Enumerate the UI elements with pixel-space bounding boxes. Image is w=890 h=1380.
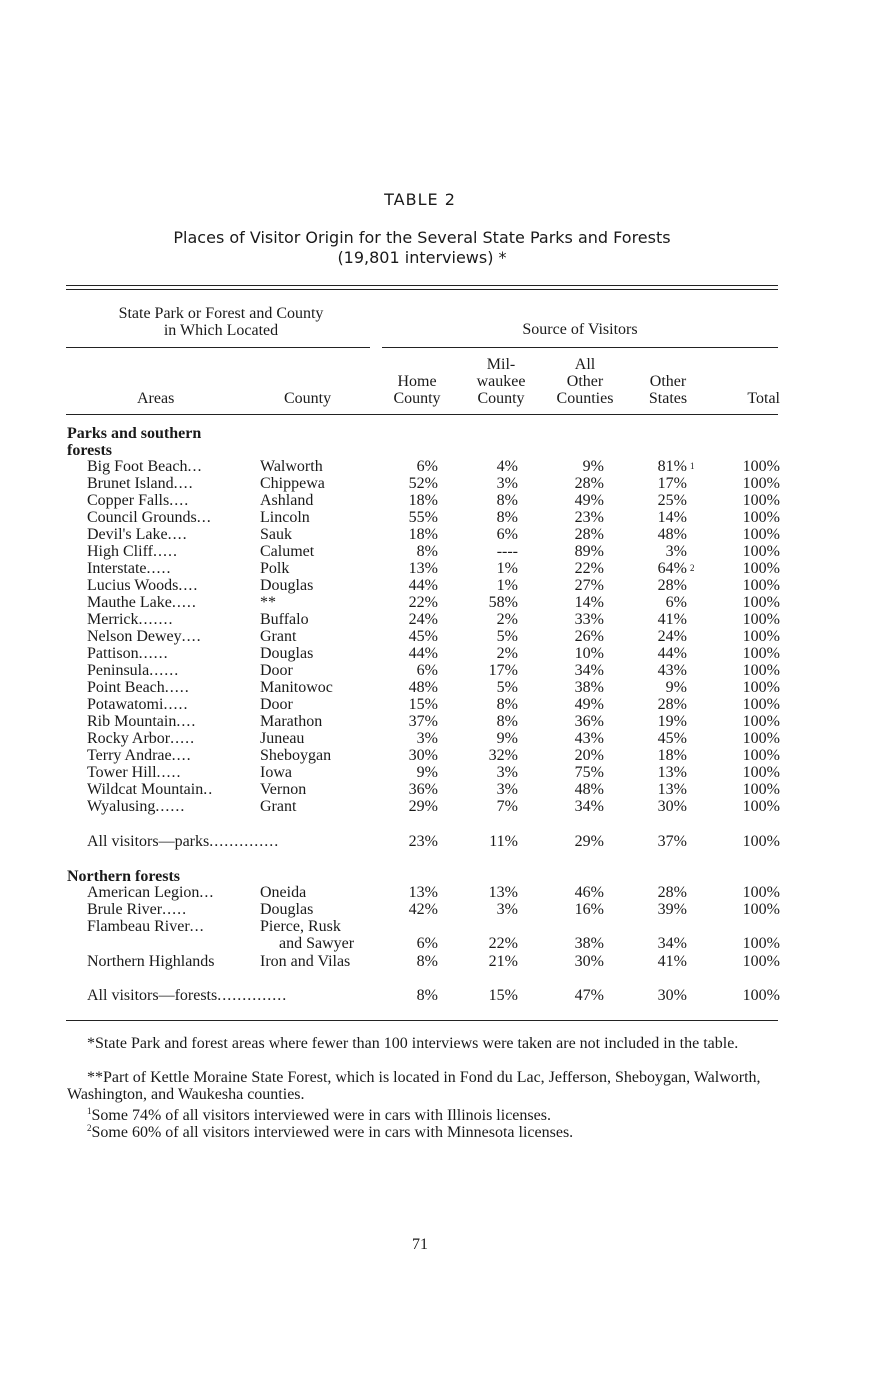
park-other-counties: 22%	[574, 560, 604, 577]
park-other-counties: 14%	[574, 594, 604, 611]
park-county: Manitowoc	[260, 679, 333, 696]
forests-total-other-counties: 47%	[574, 987, 604, 1004]
park-county: Marathon	[260, 713, 323, 730]
park-home-county: 48%	[408, 679, 438, 696]
park-area: Lucius Woods....	[87, 577, 199, 594]
park-total: 100%	[742, 764, 780, 781]
park-other-counties: 89%	[574, 543, 604, 560]
park-other-counties: 36%	[574, 713, 604, 730]
page-number: 71	[412, 1236, 428, 1253]
park-milwaukee-county: 9%	[496, 730, 518, 747]
park-total: 100%	[742, 662, 780, 679]
park-county: Chippewa	[260, 475, 325, 492]
park-total: 100%	[742, 645, 780, 662]
park-home-county: 37%	[408, 713, 438, 730]
park-county: Calumet	[260, 543, 315, 560]
forest-county: Oneida	[260, 884, 307, 901]
forest-county: Pierce, Rusk and Sawyer	[260, 918, 355, 952]
park-milwaukee-county: 2%	[496, 611, 518, 628]
park-area: Big Foot Beach...	[87, 458, 203, 475]
header-other-counties: All Other Counties	[556, 356, 614, 407]
header-rule-right	[382, 347, 778, 348]
forest-milwaukee-county: 21%	[488, 953, 518, 970]
park-county: Douglas	[260, 577, 314, 594]
park-milwaukee-county: 58%	[488, 594, 518, 611]
park-county: **	[260, 594, 276, 611]
forest-total: 100%	[742, 935, 780, 952]
forests-total-milwaukee: 15%	[488, 987, 518, 1004]
header-bottom-rule	[66, 414, 778, 415]
park-area: Wyalusing......	[87, 798, 186, 815]
park-county: Walworth	[260, 458, 323, 475]
park-home-county: 22%	[408, 594, 438, 611]
park-milwaukee-county: ----	[496, 543, 518, 560]
park-county: Buffalo	[260, 611, 309, 628]
park-milwaukee-county: 1%	[496, 577, 518, 594]
header-county: County	[284, 390, 332, 407]
park-other-counties: 48%	[574, 781, 604, 798]
park-total: 100%	[742, 509, 780, 526]
park-total: 100%	[742, 679, 780, 696]
park-total: 100%	[742, 781, 780, 798]
park-other-states: 13%	[657, 764, 687, 781]
park-other-states: 14%	[657, 509, 687, 526]
park-area: Devil's Lake....	[87, 526, 188, 543]
park-home-county: 30%	[408, 747, 438, 764]
park-other-counties: 43%	[574, 730, 604, 747]
top-rule-1	[66, 285, 778, 286]
park-other-states: 13%	[657, 781, 687, 798]
park-area: Copper Falls....	[87, 492, 190, 509]
park-other-states: 25%	[657, 492, 687, 509]
park-other-counties: 38%	[574, 679, 604, 696]
forest-home-county: 13%	[408, 884, 438, 901]
header-group-left-line-1: State Park or Forest and County	[118, 305, 324, 322]
park-other-states: 48%	[657, 526, 687, 543]
park-home-county: 36%	[408, 781, 438, 798]
forest-other-counties: 16%	[574, 901, 604, 918]
park-milwaukee-county: 3%	[496, 781, 518, 798]
park-area: Tower Hill.....	[87, 764, 182, 781]
park-total: 100%	[742, 475, 780, 492]
forest-home-county: 6%	[416, 935, 438, 952]
park-total: 100%	[742, 713, 780, 730]
park-area: Nelson Dewey....	[87, 628, 202, 645]
park-home-county: 6%	[416, 662, 438, 679]
park-other-states: 18%	[657, 747, 687, 764]
park-county: Iowa	[260, 764, 292, 781]
park-other-counties: 10%	[574, 645, 604, 662]
park-milwaukee-county: 5%	[496, 679, 518, 696]
park-other-states: 6%	[665, 594, 687, 611]
park-total: 100%	[742, 798, 780, 815]
park-other-states: 9%	[665, 679, 687, 696]
subtitle-line-2: (19,801 interviews) *	[337, 248, 507, 267]
park-other-counties: 27%	[574, 577, 604, 594]
park-other-counties: 26%	[574, 628, 604, 645]
park-other-counties: 34%	[574, 662, 604, 679]
header-areas: Areas	[137, 390, 175, 407]
park-milwaukee-county: 7%	[496, 798, 518, 815]
forests-total-label: All visitors—forests..............	[87, 987, 288, 1004]
park-home-county: 44%	[408, 645, 438, 662]
park-other-states: 3%	[665, 543, 687, 560]
forest-area: Flambeau River...	[87, 918, 205, 935]
park-home-county: 6%	[416, 458, 438, 475]
park-total: 100%	[742, 611, 780, 628]
park-county: Douglas	[260, 645, 314, 662]
park-other-states: 17%	[657, 475, 687, 492]
park-area: Council Grounds...	[87, 509, 212, 526]
park-county: Sauk	[260, 526, 292, 543]
forest-total: 100%	[742, 953, 780, 970]
forest-milwaukee-county: 3%	[496, 901, 518, 918]
park-county: Grant	[260, 628, 297, 645]
park-home-county: 44%	[408, 577, 438, 594]
forest-county: Douglas	[260, 901, 314, 918]
park-home-county: 45%	[408, 628, 438, 645]
park-other-states: 44%	[657, 645, 687, 662]
park-total: 100%	[742, 526, 780, 543]
section-parks-heading: Parks and southern forests	[67, 425, 202, 459]
park-county: Door	[260, 662, 293, 679]
header-rule-left	[66, 347, 370, 348]
park-county: Juneau	[260, 730, 305, 747]
forest-county: Iron and Vilas	[260, 953, 351, 970]
park-area: Potawatomi.....	[87, 696, 189, 713]
park-area: Terry Andrae....	[87, 747, 192, 764]
header-total: Total	[747, 390, 780, 407]
top-rule-2	[66, 289, 778, 290]
footnote-1: $^1$Some 74% of all visitors interviewed were in cars with Illinois licenses.	[87, 1106, 551, 1124]
park-total: 100%	[742, 560, 780, 577]
park-other-states: 81% 1	[657, 458, 695, 475]
park-county: Door	[260, 696, 293, 713]
header-group-left-line-2: in Which Located	[163, 322, 279, 339]
parks-total-total: 100%	[742, 833, 780, 850]
park-county: Ashland	[260, 492, 314, 509]
park-other-counties: 20%	[574, 747, 604, 764]
park-other-states: 28%	[657, 577, 687, 594]
park-milwaukee-county: 3%	[496, 475, 518, 492]
park-home-county: 3%	[416, 730, 438, 747]
park-other-counties: 28%	[574, 475, 604, 492]
park-other-states: 45%	[657, 730, 687, 747]
park-other-states: 64% 2	[657, 560, 695, 577]
park-other-states: 30%	[657, 798, 687, 815]
forests-total-other-states: 30%	[657, 987, 687, 1004]
park-county: Sheboygan	[260, 747, 332, 764]
table-bottom-rule	[66, 1020, 778, 1021]
park-other-counties: 49%	[574, 696, 604, 713]
forest-area: Northern Highlands	[87, 953, 215, 970]
park-other-counties: 34%	[574, 798, 604, 815]
park-home-county: 52%	[408, 475, 438, 492]
park-home-county: 8%	[416, 543, 438, 560]
parks-total-milwaukee: 11%	[489, 833, 518, 850]
park-milwaukee-county: 17%	[488, 662, 518, 679]
park-other-states: 41%	[657, 611, 687, 628]
park-area: Point Beach.....	[87, 679, 190, 696]
park-total: 100%	[742, 543, 780, 560]
park-milwaukee-county: 8%	[496, 713, 518, 730]
park-other-counties: 49%	[574, 492, 604, 509]
forest-other-counties: 30%	[574, 953, 604, 970]
park-milwaukee-county: 5%	[496, 628, 518, 645]
forest-home-county: 42%	[408, 901, 438, 918]
parks-total-home: 23%	[408, 833, 438, 850]
park-total: 100%	[742, 730, 780, 747]
park-other-states: 28%	[657, 696, 687, 713]
park-other-states: 43%	[657, 662, 687, 679]
park-other-counties: 28%	[574, 526, 604, 543]
park-area: Wildcat Mountain..	[87, 781, 214, 798]
forest-area: American Legion...	[87, 884, 215, 901]
parks-total-label: All visitors—parks..............	[87, 833, 280, 850]
forest-milwaukee-county: 13%	[488, 884, 518, 901]
park-home-county: 18%	[408, 526, 438, 543]
footnote-double-star: **Part of Kettle Moraine State Forest, which is located in Fond du Lac, Jefferson, Sheboygan, Walworth, Washington, and Waukesha counties.	[67, 1069, 761, 1103]
park-total: 100%	[742, 628, 780, 645]
park-home-county: 24%	[408, 611, 438, 628]
park-total: 100%	[742, 594, 780, 611]
park-total: 100%	[742, 492, 780, 509]
park-milwaukee-county: 2%	[496, 645, 518, 662]
table-title: TABLE 2	[384, 190, 456, 209]
forest-total: 100%	[742, 901, 780, 918]
park-area: Rocky Arbor.....	[87, 730, 196, 747]
forest-other-counties: 38%	[574, 935, 604, 952]
park-total: 100%	[742, 747, 780, 764]
park-home-county: 29%	[408, 798, 438, 815]
forest-other-states: 34%	[657, 935, 687, 952]
park-home-county: 18%	[408, 492, 438, 509]
park-other-counties: 23%	[574, 509, 604, 526]
table-subtitle	[66, 228, 778, 268]
park-home-county: 13%	[408, 560, 438, 577]
park-area: Merrick.......	[87, 611, 174, 628]
park-total: 100%	[742, 458, 780, 475]
forests-total-home: 8%	[416, 987, 438, 1004]
forest-other-states: 41%	[657, 953, 687, 970]
forest-home-county: 8%	[416, 953, 438, 970]
park-other-counties: 75%	[574, 764, 604, 781]
park-area: Interstate.....	[87, 560, 172, 577]
park-other-states: 24%	[657, 628, 687, 645]
park-milwaukee-county: 6%	[496, 526, 518, 543]
forest-other-counties: 46%	[574, 884, 604, 901]
header-group-left	[66, 305, 376, 339]
park-home-county: 9%	[416, 764, 438, 781]
park-area: Pattison......	[87, 645, 169, 662]
park-milwaukee-county: 32%	[488, 747, 518, 764]
park-area: Peninsula......	[87, 662, 180, 679]
park-county: Polk	[260, 560, 290, 577]
park-other-states: 19%	[657, 713, 687, 730]
forest-other-states: 28%	[657, 884, 687, 901]
park-area: High Cliff.....	[87, 543, 178, 560]
park-milwaukee-county: 8%	[496, 696, 518, 713]
forest-other-states: 39%	[657, 901, 687, 918]
parks-total-other-counties: 29%	[574, 833, 604, 850]
park-county: Grant	[260, 798, 297, 815]
park-other-counties: 33%	[574, 611, 604, 628]
park-other-counties: 9%	[582, 458, 604, 475]
park-milwaukee-county: 1%	[496, 560, 518, 577]
park-total: 100%	[742, 577, 780, 594]
park-total: 100%	[742, 696, 780, 713]
forest-area: Brule River.....	[87, 901, 188, 918]
park-home-county: 15%	[408, 696, 438, 713]
footnote-star: *State Park and forest areas where fewer than 100 interviews were taken are not included in the table.	[87, 1035, 739, 1052]
header-other-states: Other States	[648, 373, 688, 407]
park-home-county: 55%	[408, 509, 438, 526]
park-area: Brunet Island....	[87, 475, 194, 492]
header-milwaukee-county: Mil- waukee County	[476, 356, 526, 407]
park-milwaukee-county: 4%	[496, 458, 518, 475]
forest-milwaukee-county: 22%	[488, 935, 518, 952]
subtitle-line-1: Places of Visitor Origin for the Several State Parks and Forests	[173, 228, 671, 247]
footnote-2: $^2$Some 60% of all visitors interviewed were in cars with Minnesota licenses.	[87, 1123, 574, 1141]
park-milwaukee-county: 8%	[496, 509, 518, 526]
parks-total-other-states: 37%	[657, 833, 687, 850]
park-area: Rib Mountain....	[87, 713, 197, 730]
park-county: Lincoln	[260, 509, 310, 526]
forest-total: 100%	[742, 884, 780, 901]
park-county: Vernon	[260, 781, 307, 798]
forests-total-total: 100%	[742, 987, 780, 1004]
section-northern-heading: Northern forests	[67, 868, 181, 885]
header-home-county: Home County	[393, 373, 441, 407]
header-group-right: Source of Visitors	[522, 321, 638, 338]
park-milwaukee-county: 8%	[496, 492, 518, 509]
park-milwaukee-county: 3%	[496, 764, 518, 781]
park-area: Mauthe Lake.....	[87, 594, 197, 611]
